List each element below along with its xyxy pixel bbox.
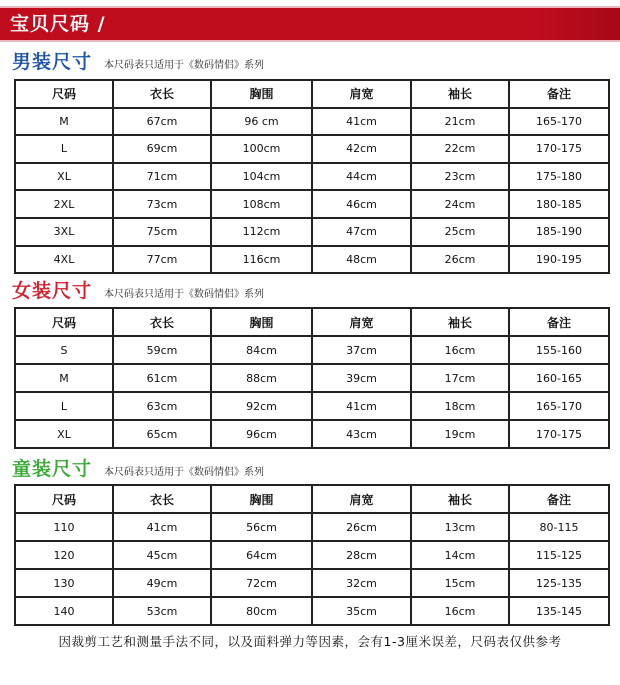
- header-cell: 备注: [509, 80, 609, 108]
- table-cell: 104cm: [211, 163, 312, 191]
- table-cell: XL: [15, 420, 113, 448]
- kids-section-title: 童装尺寸: [12, 458, 93, 480]
- table-cell: 41cm: [312, 108, 411, 136]
- table-cell: 108cm: [211, 190, 312, 218]
- table-cell: 190-195: [509, 246, 609, 274]
- table-cell: 24cm: [411, 190, 509, 218]
- table-cell: M: [15, 108, 113, 136]
- header-cell: 备注: [509, 485, 609, 513]
- header-cell: 肩宽: [312, 308, 411, 336]
- table-cell: 46cm: [312, 190, 411, 218]
- table-cell: 26cm: [411, 246, 509, 274]
- table-cell: 65cm: [113, 420, 211, 448]
- men-section-note: 本尺码表只适用于《数码情侣》系列: [104, 60, 265, 71]
- men-table-header-row: [15, 80, 609, 108]
- table-row: [15, 392, 609, 420]
- table-cell: 32cm: [312, 569, 411, 597]
- table-row: [15, 135, 609, 163]
- table-cell: 59cm: [113, 336, 211, 364]
- table-cell: XL: [15, 163, 113, 191]
- header-cell: 衣长: [113, 485, 211, 513]
- table-cell: 28cm: [312, 541, 411, 569]
- table-cell: 49cm: [113, 569, 211, 597]
- table-row: [15, 364, 609, 392]
- header-cell: 肩宽: [312, 80, 411, 108]
- header-cell: 胸围: [211, 308, 312, 336]
- table-cell: 88cm: [211, 364, 312, 392]
- header-cell: 尺码: [15, 308, 113, 336]
- table-cell: 185-190: [509, 218, 609, 246]
- table-cell: 100cm: [211, 135, 312, 163]
- table-cell: 80cm: [211, 597, 312, 625]
- table-cell: 45cm: [113, 541, 211, 569]
- table-cell: 15cm: [411, 569, 509, 597]
- table-cell: L: [15, 392, 113, 420]
- table-cell: 26cm: [312, 513, 411, 541]
- table-cell: 120: [15, 541, 113, 569]
- table-cell: 170-175: [509, 420, 609, 448]
- table-cell: 2XL: [15, 190, 113, 218]
- table-cell: 165-170: [509, 392, 609, 420]
- table-cell: 18cm: [411, 392, 509, 420]
- banner-title: 宝贝尺码 /: [10, 13, 106, 35]
- table-cell: 96cm: [211, 420, 312, 448]
- men-size-table: [14, 79, 610, 274]
- table-cell: 63cm: [113, 392, 211, 420]
- table-row: [15, 246, 609, 274]
- table-cell: 61cm: [113, 364, 211, 392]
- table-cell: 48cm: [312, 246, 411, 274]
- kids-size-table: [14, 484, 610, 626]
- table-cell: 73cm: [113, 190, 211, 218]
- table-cell: 71cm: [113, 163, 211, 191]
- table-cell: 165-170: [509, 108, 609, 136]
- men-section-title: 男装尺寸: [12, 51, 93, 73]
- table-cell: 14cm: [411, 541, 509, 569]
- header-cell: 袖长: [411, 80, 509, 108]
- table-cell: 140: [15, 597, 113, 625]
- header-cell: 备注: [509, 308, 609, 336]
- table-cell: 35cm: [312, 597, 411, 625]
- header-cell: 袖长: [411, 485, 509, 513]
- women-section-note: 本尺码表只适用于《数码情侣》系列: [104, 289, 265, 300]
- table-cell: 69cm: [113, 135, 211, 163]
- table-cell: 92cm: [211, 392, 312, 420]
- header-cell: 尺码: [15, 80, 113, 108]
- table-cell: S: [15, 336, 113, 364]
- table-cell: 75cm: [113, 218, 211, 246]
- header-cell: 衣长: [113, 80, 211, 108]
- table-cell: 53cm: [113, 597, 211, 625]
- table-cell: 3XL: [15, 218, 113, 246]
- table-cell: 130: [15, 569, 113, 597]
- table-cell: 47cm: [312, 218, 411, 246]
- table-row: [15, 108, 609, 136]
- table-row: [15, 163, 609, 191]
- header-cell: 袖长: [411, 308, 509, 336]
- table-cell: 4XL: [15, 246, 113, 274]
- header-cell: 胸围: [211, 485, 312, 513]
- table-cell: 180-185: [509, 190, 609, 218]
- table-row: [15, 541, 609, 569]
- table-cell: M: [15, 364, 113, 392]
- table-cell: 39cm: [312, 364, 411, 392]
- women-size-table: [14, 307, 610, 449]
- table-cell: 155-160: [509, 336, 609, 364]
- table-row: [15, 513, 609, 541]
- table-row: [15, 420, 609, 448]
- table-cell: 135-145: [509, 597, 609, 625]
- table-cell: L: [15, 135, 113, 163]
- men-section-header: [12, 50, 264, 76]
- table-cell: 96 cm: [211, 108, 312, 136]
- table-cell: 160-165: [509, 364, 609, 392]
- kids-section-header: [12, 457, 264, 483]
- women-table-header-row: [15, 308, 609, 336]
- table-row: [15, 336, 609, 364]
- table-cell: 21cm: [411, 108, 509, 136]
- table-cell: 25cm: [411, 218, 509, 246]
- table-row: [15, 218, 609, 246]
- table-row: [15, 190, 609, 218]
- table-cell: 16cm: [411, 336, 509, 364]
- table-cell: 44cm: [312, 163, 411, 191]
- table-cell: 16cm: [411, 597, 509, 625]
- kids-table-header-row: [15, 485, 609, 513]
- table-cell: 170-175: [509, 135, 609, 163]
- table-cell: 77cm: [113, 246, 211, 274]
- table-cell: 110: [15, 513, 113, 541]
- header-cell: 衣长: [113, 308, 211, 336]
- women-section-title: 女装尺寸: [12, 280, 93, 302]
- table-cell: 17cm: [411, 364, 509, 392]
- table-row: [15, 597, 609, 625]
- table-cell: 19cm: [411, 420, 509, 448]
- header-cell: 胸围: [211, 80, 312, 108]
- table-cell: 56cm: [211, 513, 312, 541]
- table-cell: 115-125: [509, 541, 609, 569]
- table-cell: 41cm: [113, 513, 211, 541]
- women-section-header: [12, 279, 264, 305]
- table-cell: 84cm: [211, 336, 312, 364]
- table-cell: 41cm: [312, 392, 411, 420]
- kids-section-note: 本尺码表只适用于《数码情侣》系列: [104, 467, 265, 478]
- table-cell: 175-180: [509, 163, 609, 191]
- header-cell: 尺码: [15, 485, 113, 513]
- size-disclaimer: 因裁剪工艺和测量手法不同，以及面料弹力等因素，会有1-3厘米误差，尺码表仅供参考: [58, 634, 562, 649]
- table-row: [15, 569, 609, 597]
- table-cell: 23cm: [411, 163, 509, 191]
- table-cell: 64cm: [211, 541, 312, 569]
- table-cell: 13cm: [411, 513, 509, 541]
- header-cell: 肩宽: [312, 485, 411, 513]
- table-cell: 112cm: [211, 218, 312, 246]
- table-cell: 67cm: [113, 108, 211, 136]
- table-cell: 125-135: [509, 569, 609, 597]
- table-cell: 22cm: [411, 135, 509, 163]
- table-cell: 37cm: [312, 336, 411, 364]
- table-cell: 116cm: [211, 246, 312, 274]
- table-cell: 43cm: [312, 420, 411, 448]
- table-cell: 80-115: [509, 513, 609, 541]
- page-banner: [0, 0, 620, 48]
- table-cell: 72cm: [211, 569, 312, 597]
- table-cell: 42cm: [312, 135, 411, 163]
